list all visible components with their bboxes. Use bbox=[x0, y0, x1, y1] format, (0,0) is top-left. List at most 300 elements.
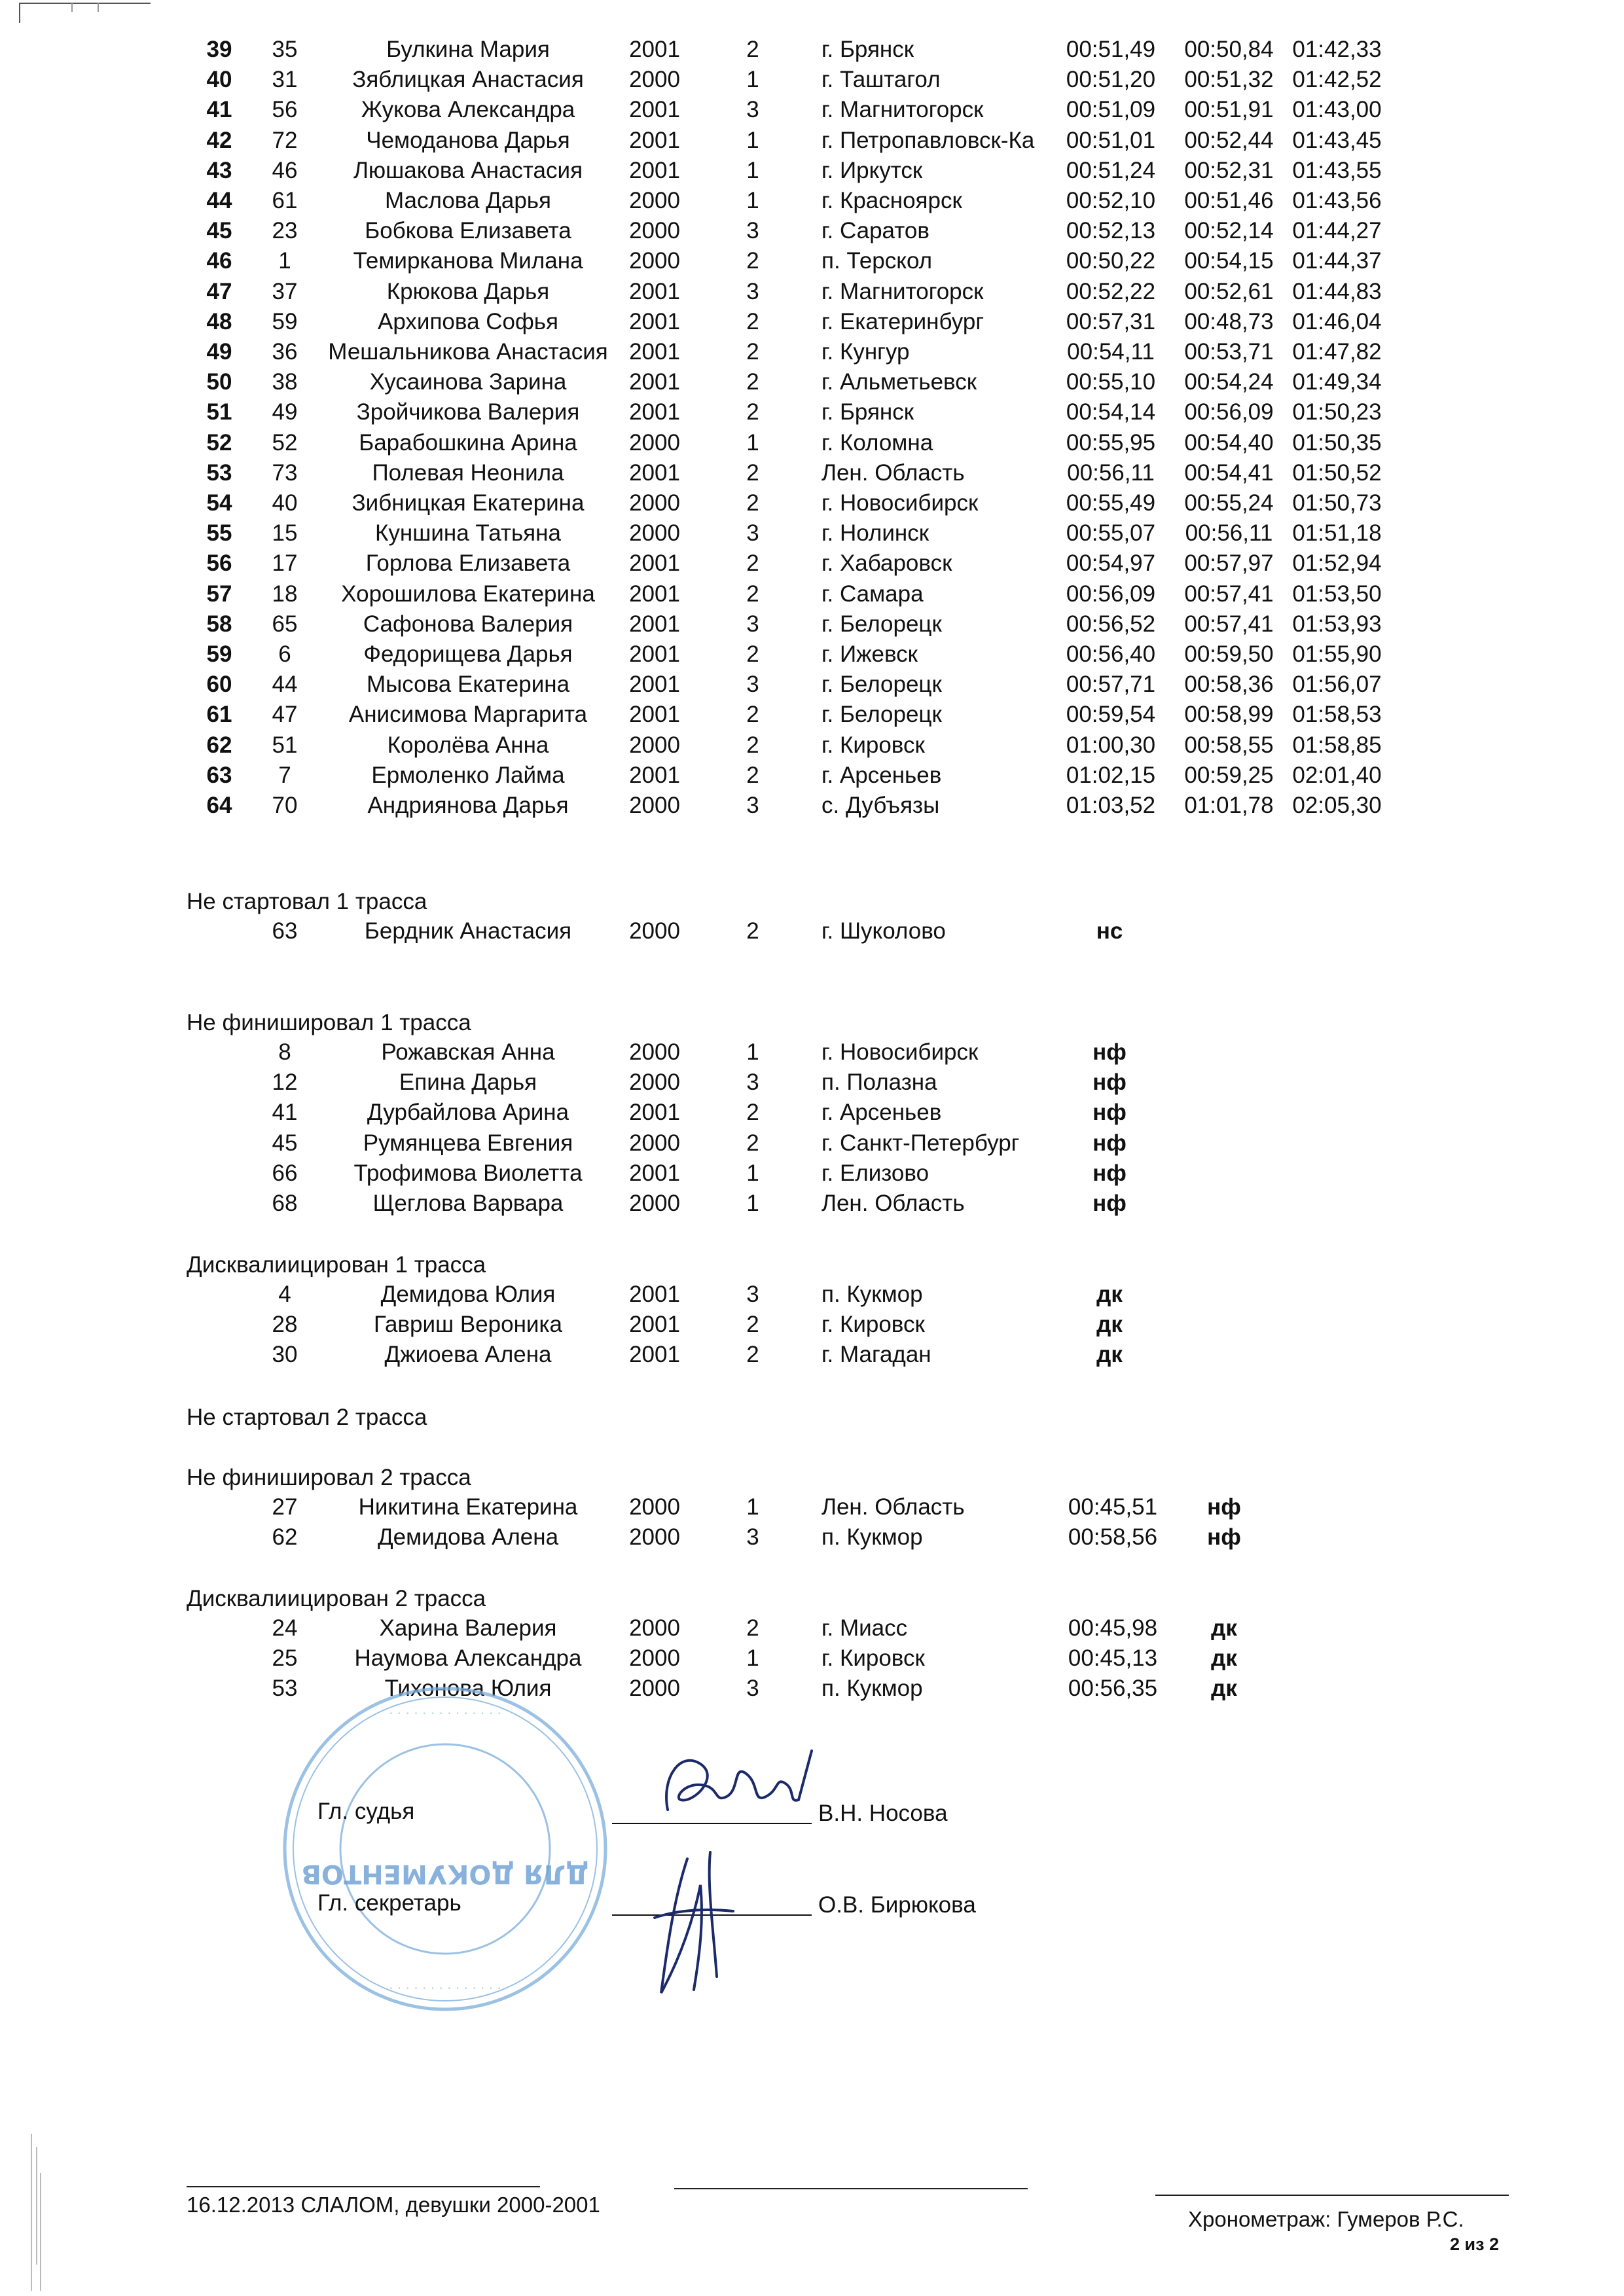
status-cell: дк bbox=[1096, 1312, 1123, 1338]
table-row bbox=[0, 579, 1624, 609]
year-cell: 2001 bbox=[629, 369, 680, 395]
name-cell: Бобкова Елизавета bbox=[365, 218, 571, 244]
city-cell: г. Самара bbox=[821, 581, 924, 607]
run1-time-cell: 00:54,97 bbox=[1066, 550, 1156, 577]
table-row bbox=[0, 277, 1624, 307]
status-cell: нф bbox=[1092, 1191, 1127, 1216]
city-cell: г. Арсеньев bbox=[821, 762, 942, 788]
bib-cell: 52 bbox=[272, 429, 298, 456]
total-time-cell: 01:56,07 bbox=[1292, 672, 1382, 698]
bib-cell: 6 bbox=[278, 641, 291, 667]
run2-time-cell: 00:57,41 bbox=[1184, 581, 1274, 607]
name-cell: Джиоева Алена bbox=[384, 1342, 552, 1368]
table-row bbox=[0, 95, 1624, 125]
bib-cell: 30 bbox=[272, 1342, 298, 1368]
year-cell: 2001 bbox=[629, 672, 680, 698]
city-cell: г. Миасс bbox=[821, 1615, 908, 1641]
city-cell: г. Екатеринбург bbox=[821, 308, 984, 334]
list-item bbox=[0, 1037, 1624, 1067]
class-cell: 2 bbox=[746, 37, 759, 62]
total-time-cell: 01:53,93 bbox=[1292, 611, 1382, 637]
total-time-cell: 01:43,55 bbox=[1292, 157, 1382, 183]
table-row bbox=[0, 35, 1624, 65]
class-cell: 2 bbox=[746, 490, 759, 516]
name-cell: Темирканова Милана bbox=[353, 248, 583, 274]
section-title: Дисквалиицирован 2 трасса bbox=[187, 1586, 486, 1611]
name-cell: Мысова Екатерина bbox=[366, 672, 570, 698]
table-row bbox=[0, 65, 1624, 95]
city-cell: г. Кировск bbox=[821, 1312, 925, 1338]
year-cell: 2001 bbox=[629, 37, 680, 62]
run1-time-cell: 00:55,10 bbox=[1066, 369, 1156, 395]
bib-cell: 63 bbox=[272, 918, 298, 944]
class-cell: 2 bbox=[746, 732, 759, 758]
place-cell: 62 bbox=[206, 732, 232, 758]
bib-cell: 18 bbox=[272, 581, 298, 607]
city-cell: г. Нолинск bbox=[821, 520, 929, 547]
year-cell: 2001 bbox=[629, 1282, 680, 1307]
class-cell: 2 bbox=[746, 550, 759, 577]
total-time-cell: 01:42,52 bbox=[1292, 67, 1382, 93]
city-cell: г. Коломна bbox=[821, 429, 933, 456]
year-cell: 2000 bbox=[629, 1524, 680, 1551]
place-cell: 63 bbox=[206, 762, 232, 788]
city-cell: г. Арсеньев bbox=[821, 1100, 942, 1126]
city-cell: г. Новосибирск bbox=[821, 490, 979, 516]
status-cell: нф bbox=[1092, 1100, 1127, 1126]
run2-time-cell: 00:52,44 bbox=[1184, 127, 1274, 153]
bib-cell: 7 bbox=[278, 762, 291, 788]
judge-name: В.Н. Носова bbox=[818, 1801, 948, 1826]
city-cell: Лен. Область bbox=[821, 1191, 965, 1216]
bib-cell: 41 bbox=[272, 1100, 298, 1126]
bib-cell: 47 bbox=[272, 702, 298, 728]
city-cell: г. Хабаровск bbox=[821, 550, 952, 577]
bib-cell: 27 bbox=[272, 1494, 298, 1520]
city-cell: п. Кукмор bbox=[821, 1524, 923, 1551]
total-time-cell: 01:53,50 bbox=[1292, 581, 1382, 607]
table-row bbox=[0, 488, 1624, 518]
list-item bbox=[0, 1674, 1624, 1704]
status-cell: нф bbox=[1207, 1494, 1241, 1520]
bib-cell: 17 bbox=[272, 550, 298, 577]
run1-time-cell: 00:58,56 bbox=[1068, 1524, 1158, 1551]
run2-time-cell: 00:53,71 bbox=[1184, 339, 1274, 365]
status-cell: дк bbox=[1211, 1645, 1237, 1672]
name-cell: Зройчикова Валерия bbox=[356, 399, 580, 425]
name-cell: Куншина Татьяна bbox=[375, 520, 561, 547]
run1-time-cell: 00:55,95 bbox=[1066, 429, 1156, 456]
table-row bbox=[0, 730, 1624, 761]
run1-time-cell: 00:57,31 bbox=[1066, 308, 1156, 334]
class-cell: 2 bbox=[746, 308, 759, 334]
name-cell: Хусаинова Зарина bbox=[369, 369, 567, 395]
table-row bbox=[0, 609, 1624, 639]
total-time-cell: 01:43,56 bbox=[1292, 188, 1382, 213]
city-cell: г. Брянск bbox=[821, 37, 914, 62]
run1-time-cell: 00:45,51 bbox=[1068, 1494, 1158, 1520]
stamp-text: ДЛЯ ДОКУМЕНТОВ bbox=[301, 1859, 589, 1889]
bib-cell: 31 bbox=[272, 67, 298, 93]
bib-cell: 25 bbox=[272, 1645, 298, 1672]
list-item bbox=[0, 1098, 1624, 1128]
status-cell: нф bbox=[1092, 1160, 1127, 1186]
run2-time-cell: 00:51,46 bbox=[1184, 188, 1274, 213]
total-time-cell: 01:44,83 bbox=[1292, 278, 1382, 304]
list-item bbox=[0, 916, 1624, 946]
total-time-cell: 01:50,73 bbox=[1292, 490, 1382, 516]
class-cell: 2 bbox=[746, 641, 759, 667]
total-time-cell: 01:50,23 bbox=[1292, 399, 1382, 425]
class-cell: 3 bbox=[746, 218, 759, 244]
name-cell: Наумова Александра bbox=[354, 1645, 582, 1672]
total-time-cell: 01:58,53 bbox=[1292, 702, 1382, 728]
city-cell: г. Красноярск bbox=[821, 188, 962, 213]
class-cell: 2 bbox=[746, 339, 759, 365]
bib-cell: 65 bbox=[272, 611, 298, 637]
bib-cell: 24 bbox=[272, 1615, 298, 1641]
total-time-cell: 01:55,90 bbox=[1292, 641, 1382, 667]
bib-cell: 49 bbox=[272, 399, 298, 425]
year-cell: 2000 bbox=[629, 918, 680, 944]
city-cell: г. Иркутск bbox=[821, 157, 923, 183]
list-item bbox=[0, 1158, 1624, 1189]
svg-text:· · · · · · · · · · · · · ·: · · · · · · · · · · · · · · bbox=[389, 1981, 501, 1996]
run2-time-cell: 00:54,24 bbox=[1184, 369, 1274, 395]
status-cell: нф bbox=[1092, 1130, 1127, 1156]
place-cell: 57 bbox=[206, 581, 232, 607]
name-cell: Маслова Дарья bbox=[384, 188, 551, 213]
bib-cell: 46 bbox=[272, 157, 298, 183]
year-cell: 2001 bbox=[629, 762, 680, 788]
city-cell: г. Белорецк bbox=[821, 611, 942, 637]
list-item bbox=[0, 1310, 1624, 1340]
place-cell: 54 bbox=[206, 490, 232, 516]
year-cell: 2001 bbox=[629, 127, 680, 153]
city-cell: г. Таштагол bbox=[821, 67, 941, 93]
year-cell: 2000 bbox=[629, 793, 680, 818]
place-cell: 42 bbox=[206, 127, 232, 153]
bib-cell: 72 bbox=[272, 127, 298, 153]
list-item bbox=[0, 1067, 1624, 1098]
name-cell: Ермоленко Лайма bbox=[371, 762, 565, 788]
status-cell: дк bbox=[1211, 1615, 1237, 1641]
bib-cell: 70 bbox=[272, 793, 298, 818]
run1-time-cell: 00:56,11 bbox=[1067, 459, 1155, 486]
place-cell: 64 bbox=[206, 793, 232, 818]
year-cell: 2001 bbox=[629, 278, 680, 304]
run2-time-cell: 00:57,41 bbox=[1184, 611, 1274, 637]
name-cell: Люшакова Анастасия bbox=[353, 157, 583, 183]
name-cell: Никитина Екатерина bbox=[358, 1494, 578, 1520]
year-cell: 2000 bbox=[629, 218, 680, 244]
place-cell: 47 bbox=[206, 278, 232, 304]
place-cell: 59 bbox=[206, 641, 232, 667]
class-cell: 2 bbox=[746, 1130, 759, 1156]
place-cell: 53 bbox=[206, 459, 232, 486]
class-cell: 3 bbox=[746, 1069, 759, 1096]
total-time-cell: 02:01,40 bbox=[1292, 762, 1382, 788]
name-cell: Тихонова Юлия bbox=[384, 1676, 552, 1702]
table-row bbox=[0, 700, 1624, 730]
run1-time-cell: 00:54,11 bbox=[1067, 339, 1155, 365]
table-row bbox=[0, 518, 1624, 548]
run1-time-cell: 00:56,40 bbox=[1066, 641, 1156, 667]
run1-time-cell: 00:56,52 bbox=[1066, 611, 1156, 637]
place-cell: 50 bbox=[206, 369, 232, 395]
total-time-cell: 01:43,45 bbox=[1292, 127, 1382, 153]
bib-cell: 44 bbox=[272, 672, 298, 698]
class-cell: 3 bbox=[746, 793, 759, 818]
status-cell: дк bbox=[1096, 1282, 1123, 1307]
class-cell: 2 bbox=[746, 399, 759, 425]
year-cell: 2001 bbox=[629, 157, 680, 183]
table-row bbox=[0, 216, 1624, 246]
name-cell: Зяблицкая Анастасия bbox=[352, 67, 584, 93]
place-cell: 41 bbox=[206, 97, 232, 123]
run1-time-cell: 00:51,49 bbox=[1066, 37, 1156, 62]
year-cell: 2000 bbox=[629, 1130, 680, 1156]
list-item bbox=[0, 1128, 1624, 1158]
city-cell: п. Полазна bbox=[821, 1069, 937, 1096]
run2-time-cell: 00:51,32 bbox=[1184, 67, 1274, 93]
city-cell: г. Альметьевск bbox=[821, 369, 977, 395]
name-cell: Крюкова Дарья bbox=[386, 278, 550, 304]
year-cell: 2000 bbox=[629, 1191, 680, 1216]
total-time-cell: 01:50,52 bbox=[1292, 459, 1382, 486]
run1-time-cell: 00:57,71 bbox=[1066, 672, 1156, 698]
name-cell: Зибницкая Екатерина bbox=[352, 490, 585, 516]
total-time-cell: 01:44,27 bbox=[1292, 218, 1382, 244]
run1-time-cell: 00:45,13 bbox=[1068, 1645, 1158, 1672]
class-cell: 1 bbox=[746, 188, 759, 213]
bib-cell: 35 bbox=[272, 37, 298, 62]
name-cell: Бердник Анастасия bbox=[364, 918, 572, 944]
run2-time-cell: 00:58,36 bbox=[1184, 672, 1274, 698]
run2-time-cell: 00:59,25 bbox=[1184, 762, 1274, 788]
bib-cell: 59 bbox=[272, 308, 298, 334]
name-cell: Дурбайлова Арина bbox=[367, 1100, 569, 1126]
table-row bbox=[0, 761, 1624, 791]
judge-signature bbox=[655, 1738, 825, 1829]
place-cell: 49 bbox=[206, 339, 232, 365]
city-cell: г. Новосибирск bbox=[821, 1039, 979, 1065]
page-number: 2 из 2 bbox=[1450, 2234, 1500, 2254]
year-cell: 2000 bbox=[629, 429, 680, 456]
name-cell: Епина Дарья bbox=[399, 1069, 537, 1096]
table-row bbox=[0, 428, 1624, 458]
class-cell: 2 bbox=[746, 918, 759, 944]
place-cell: 46 bbox=[206, 248, 232, 274]
name-cell: Барабошкина Арина bbox=[359, 429, 577, 456]
list-item bbox=[0, 1643, 1624, 1674]
run2-time-cell: 00:54,40 bbox=[1184, 429, 1274, 456]
section-title: Не финишировал 2 трасса bbox=[187, 1465, 471, 1490]
city-cell: г. Кунгур bbox=[821, 339, 910, 365]
name-cell: Румянцева Евгения bbox=[363, 1130, 573, 1156]
name-cell: Сафонова Валерия bbox=[363, 611, 573, 637]
city-cell: г. Саратов bbox=[821, 218, 929, 244]
class-cell: 3 bbox=[746, 97, 759, 123]
class-cell: 2 bbox=[746, 762, 759, 788]
official-stamp bbox=[275, 1679, 615, 2019]
year-cell: 2000 bbox=[629, 248, 680, 274]
footer-rule-middle bbox=[674, 2188, 1028, 2189]
city-cell: п. Терскол bbox=[821, 248, 933, 274]
place-cell: 61 bbox=[206, 702, 232, 728]
bib-cell: 8 bbox=[278, 1039, 291, 1065]
place-cell: 48 bbox=[206, 308, 232, 334]
class-cell: 3 bbox=[746, 1524, 759, 1551]
place-cell: 58 bbox=[206, 611, 232, 637]
city-cell: г. Елизово bbox=[821, 1160, 929, 1186]
table-row bbox=[0, 126, 1624, 156]
table-row bbox=[0, 670, 1624, 700]
name-cell: Чемоданова Дарья bbox=[366, 127, 570, 153]
city-cell: п. Кукмор bbox=[821, 1676, 923, 1702]
class-cell: 2 bbox=[746, 581, 759, 607]
class-cell: 2 bbox=[746, 1342, 759, 1368]
bib-cell: 28 bbox=[272, 1312, 298, 1338]
table-row bbox=[0, 367, 1624, 397]
class-cell: 2 bbox=[746, 1312, 759, 1338]
city-cell: г. Белорецк bbox=[821, 672, 942, 698]
year-cell: 2000 bbox=[629, 520, 680, 547]
name-cell: Демидова Юлия bbox=[380, 1282, 556, 1307]
footer-rule-left bbox=[187, 2186, 540, 2187]
run1-time-cell: 00:51,09 bbox=[1066, 97, 1156, 123]
run1-time-cell: 00:45,98 bbox=[1068, 1615, 1158, 1641]
secretary-label: Гл. секретарь bbox=[317, 1890, 461, 1916]
year-cell: 2000 bbox=[629, 67, 680, 93]
class-cell: 3 bbox=[746, 611, 759, 637]
table-row bbox=[0, 458, 1624, 488]
bib-cell: 66 bbox=[272, 1160, 298, 1186]
class-cell: 2 bbox=[746, 1615, 759, 1641]
city-cell: Лен. Область bbox=[821, 1494, 965, 1520]
class-cell: 3 bbox=[746, 1282, 759, 1307]
list-item bbox=[0, 1340, 1624, 1370]
bib-cell: 68 bbox=[272, 1191, 298, 1216]
city-cell: с. Дубъязы bbox=[821, 793, 940, 818]
bib-cell: 38 bbox=[272, 369, 298, 395]
class-cell: 1 bbox=[746, 157, 759, 183]
run2-time-cell: 00:57,97 bbox=[1184, 550, 1274, 577]
year-cell: 2000 bbox=[629, 1069, 680, 1096]
year-cell: 2001 bbox=[629, 641, 680, 667]
name-cell: Хорошилова Екатерина bbox=[341, 581, 595, 607]
run2-time-cell: 00:51,91 bbox=[1184, 97, 1274, 123]
run2-time-cell: 00:52,61 bbox=[1184, 278, 1274, 304]
run1-time-cell: 01:02,15 bbox=[1066, 762, 1156, 788]
status-cell: нс bbox=[1096, 918, 1123, 944]
bib-cell: 4 bbox=[278, 1282, 291, 1307]
section-title: Не стартовал 1 трасса bbox=[187, 889, 427, 914]
run2-time-cell: 00:56,11 bbox=[1185, 520, 1273, 547]
year-cell: 2001 bbox=[629, 339, 680, 365]
run1-time-cell: 00:56,35 bbox=[1068, 1676, 1158, 1702]
bib-cell: 40 bbox=[272, 490, 298, 516]
run1-time-cell: 00:51,24 bbox=[1066, 157, 1156, 183]
run1-time-cell: 00:51,20 bbox=[1066, 67, 1156, 93]
run1-time-cell: 00:55,49 bbox=[1066, 490, 1156, 516]
status-cell: дк bbox=[1096, 1342, 1123, 1368]
city-cell: г. Шуколово bbox=[821, 918, 946, 944]
run2-time-cell: 00:58,55 bbox=[1184, 732, 1274, 758]
table-row bbox=[0, 156, 1624, 186]
bib-cell: 1 bbox=[278, 248, 291, 274]
bib-cell: 56 bbox=[272, 97, 298, 123]
year-cell: 2000 bbox=[629, 1615, 680, 1641]
run1-time-cell: 00:52,13 bbox=[1066, 218, 1156, 244]
class-cell: 1 bbox=[746, 1039, 759, 1065]
status-cell: нф bbox=[1092, 1069, 1127, 1096]
run2-time-cell: 00:54,41 bbox=[1184, 459, 1274, 486]
run1-time-cell: 00:55,07 bbox=[1066, 520, 1156, 547]
run2-time-cell: 00:48,73 bbox=[1184, 308, 1274, 334]
class-cell: 3 bbox=[746, 1676, 759, 1702]
name-cell: Булкина Мария bbox=[386, 37, 550, 62]
run1-time-cell: 00:52,10 bbox=[1066, 188, 1156, 213]
list-item bbox=[0, 1189, 1624, 1219]
table-row bbox=[0, 548, 1624, 579]
city-cell: г. Брянск bbox=[821, 399, 914, 425]
run1-time-cell: 01:00,30 bbox=[1066, 732, 1156, 758]
run1-time-cell: 00:56,09 bbox=[1066, 581, 1156, 607]
city-cell: г. Магнитогорск bbox=[821, 278, 984, 304]
table-row bbox=[0, 186, 1624, 216]
footer-timing: Хронометраж: Гумеров Р.С. bbox=[1188, 2207, 1464, 2231]
city-cell: п. Кукмор bbox=[821, 1282, 923, 1307]
judge-label: Гл. судья bbox=[317, 1799, 415, 1824]
year-cell: 2001 bbox=[629, 1342, 680, 1368]
status-cell: нф bbox=[1207, 1524, 1241, 1551]
year-cell: 2000 bbox=[629, 1645, 680, 1672]
bib-cell: 12 bbox=[272, 1069, 298, 1096]
footer-event: 16.12.2013 СЛАЛОМ, девушки 2000-2001 bbox=[187, 2193, 600, 2217]
name-cell: Демидова Алена bbox=[377, 1524, 559, 1551]
city-cell: г. Магадан bbox=[821, 1342, 931, 1368]
city-cell: г. Петропавловск-Ка bbox=[821, 127, 1035, 153]
year-cell: 2000 bbox=[629, 1676, 680, 1702]
run2-time-cell: 00:52,31 bbox=[1184, 157, 1274, 183]
table-row bbox=[0, 397, 1624, 427]
status-cell: нф bbox=[1092, 1039, 1127, 1065]
city-cell: г. Санкт-Петербург bbox=[821, 1130, 1020, 1156]
name-cell: Рожавская Анна bbox=[381, 1039, 555, 1065]
place-cell: 43 bbox=[206, 157, 232, 183]
table-row bbox=[0, 337, 1624, 367]
year-cell: 2000 bbox=[629, 732, 680, 758]
table-row bbox=[0, 246, 1624, 276]
total-time-cell: 01:47,82 bbox=[1292, 339, 1382, 365]
bib-cell: 53 bbox=[272, 1676, 298, 1702]
list-item bbox=[0, 1522, 1624, 1552]
run1-time-cell: 00:51,01 bbox=[1066, 127, 1156, 153]
class-cell: 2 bbox=[746, 702, 759, 728]
list-item bbox=[0, 1280, 1624, 1310]
class-cell: 3 bbox=[746, 278, 759, 304]
year-cell: 2001 bbox=[629, 611, 680, 637]
total-time-cell: 01:58,85 bbox=[1292, 732, 1382, 758]
name-cell: Трофимова Виолетта bbox=[353, 1160, 583, 1186]
total-time-cell: 01:42,33 bbox=[1292, 37, 1382, 62]
class-cell: 1 bbox=[746, 67, 759, 93]
run2-time-cell: 00:50,84 bbox=[1184, 37, 1274, 62]
place-cell: 52 bbox=[206, 429, 232, 456]
class-cell: 1 bbox=[746, 1494, 759, 1520]
bib-cell: 36 bbox=[272, 339, 298, 365]
